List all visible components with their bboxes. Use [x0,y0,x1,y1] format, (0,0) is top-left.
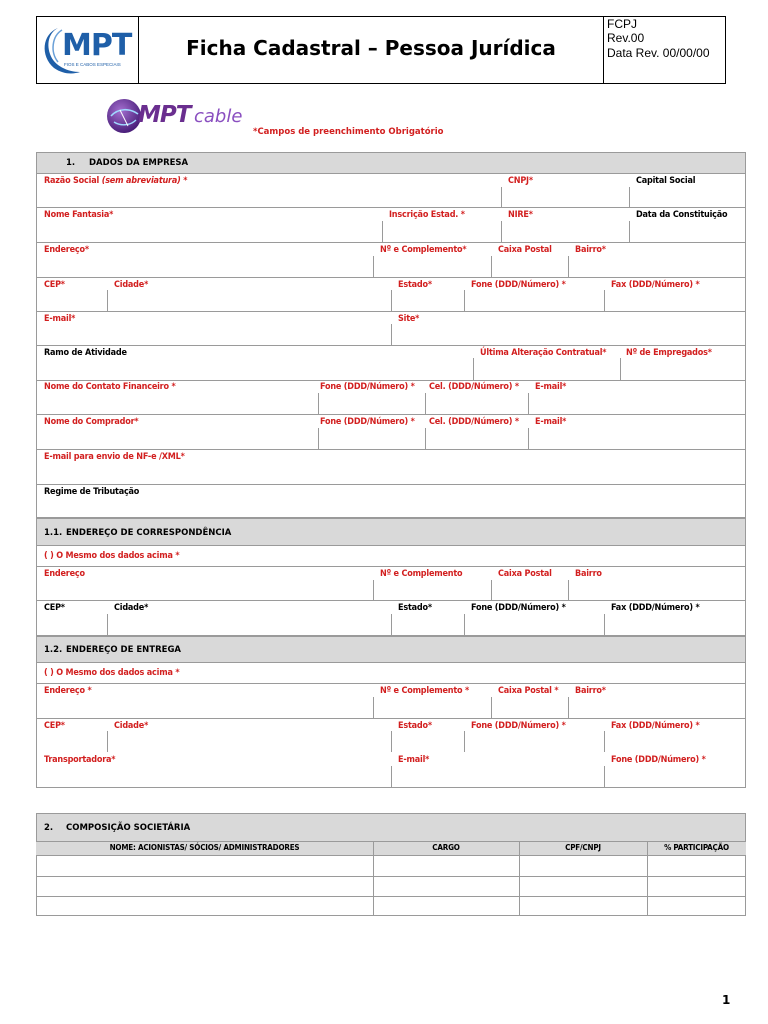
section12-input-email[interactable] [392,766,604,787]
input-caixa-postal[interactable] [492,256,568,277]
section12-label-cidade: Cidade* [114,721,149,731]
doc-rev: Rev.00 [607,31,645,45]
input-endereco[interactable] [37,256,373,277]
section12-label-email: E-mail* [398,755,430,765]
section11-number: 1.1. [44,528,63,538]
input-num-empregados[interactable] [621,358,745,380]
input-estado[interactable] [392,290,464,311]
logo-subtext: FIOS E CABOS ESPECIAIS [64,62,121,67]
section11-label-fax: Fax (DDD/Número) * [611,603,700,613]
input-capital-social[interactable] [630,187,745,207]
input-inscricao-estad[interactable] [383,221,501,242]
label-fone: Fone (DDD/Número) * [471,280,566,290]
section2-number: 2. [44,823,54,833]
input-cel-financeiro[interactable] [426,393,528,414]
input-cnpj[interactable] [502,187,629,207]
label-cnpj: CNPJ* [508,176,533,186]
input-contato-financeiro[interactable] [37,393,318,414]
section12-input-numero[interactable] [374,697,491,718]
section12-label-fone: Fone (DDD/Número) * [471,721,566,731]
input-ramo-atividade[interactable] [37,358,473,380]
brand-mpt: MPT [138,102,191,128]
header-divider-1 [138,16,139,84]
input-ultima-alteracao[interactable] [474,358,620,380]
col-cpf-cnpj: CPF/CNPJ [565,843,601,852]
section11-title: ENDEREÇO DE CORRESPONDÊNCIA [66,528,232,538]
section12-input-cep[interactable] [37,731,107,752]
label-email-comprador: E-mail* [535,417,567,427]
section11-input-estado[interactable] [392,614,464,635]
section12-label-caixa-postal: Caixa Postal * [498,686,559,696]
input-numero-complemento[interactable] [374,256,491,277]
mptcable-logo [106,96,256,136]
col-cargo: CARGO [432,843,460,852]
label-inscricao-estad: Inscrição Estad. * [389,210,465,220]
input-cidade[interactable] [108,290,391,311]
label-numero-complemento: Nº e Complemento* [380,245,467,255]
section12-label-transportadora: Transportadora* [44,755,116,765]
section1-number: 1. [66,158,76,168]
label-caixa-postal: Caixa Postal [498,245,552,255]
section1-title: DADOS DA EMPRESA [89,158,189,168]
section11-input-cep[interactable] [37,614,107,635]
section12-input-fone[interactable] [465,731,604,752]
section12-number: 1.2. [44,645,63,655]
section11-label-numero: Nº e Complemento [380,569,463,579]
label-comprador: Nome do Comprador* [44,417,139,427]
section11-label-bairro: Bairro [575,569,602,579]
section11-input-cidade[interactable] [108,614,391,635]
section12-same-as-above[interactable]: ( ) O Mesmo dos dados acima * [44,668,180,678]
input-regime-tributacao[interactable] [37,498,745,517]
label-ultima-alteracao: Última Alteração Contratual* [480,348,607,358]
input-fone-financeiro[interactable] [319,393,425,414]
label-capital-social: Capital Social [636,176,696,186]
section12-label-endereco: Endereço * [44,686,92,696]
input-site[interactable] [392,324,745,345]
page-title: Ficha Cadastral – Pessoa Jurídica [186,36,556,60]
input-fone[interactable] [465,290,604,311]
col-nome: NOME: ACIONISTAS/ SÓCIOS/ ADMINISTRADORES [109,843,300,852]
label-fone-financeiro: Fone (DDD/Número) * [320,382,415,392]
header-divider-2 [603,16,604,84]
label-data-constituicao: Data da Constituição [636,210,728,220]
section12-input-estado[interactable] [392,731,464,752]
label-nome-fantasia: Nome Fantasia* [44,210,114,220]
logo-text: MPT [62,28,132,63]
label-ramo-atividade: Ramo de Atividade [44,348,127,358]
table-row[interactable] [37,856,745,876]
section12-input-cidade[interactable] [108,731,391,752]
doc-code: FCPJ [607,17,637,31]
section11-same-as-above[interactable]: ( ) O Mesmo dos dados acima * [44,551,180,561]
label-cel-financeiro: Cel. (DDD/Número) * [429,382,519,392]
required-note: *Campos de preenchimento Obrigatório [253,127,444,137]
label-regime-tributacao: Regime de Tributação [44,487,140,497]
table-row[interactable] [37,877,745,896]
input-email-comprador[interactable] [529,428,745,449]
label-cep: CEP* [44,280,65,290]
section12-input-caixa-postal[interactable] [492,697,568,718]
section12-label-estado: Estado* [398,721,432,731]
section12-label-fax: Fax (DDD/Número) * [611,721,700,731]
label-fone-comprador: Fone (DDD/Número) * [320,417,415,427]
section11-input-bairro[interactable] [569,580,745,600]
label-razao-social: Razão Social (sem abreviatura) * [44,176,188,186]
input-data-constituicao[interactable] [630,221,745,242]
company-logo [40,22,136,76]
section11-label-caixa-postal: Caixa Postal [498,569,552,579]
label-site: Site* [398,314,420,324]
section11-input-endereco[interactable] [37,580,373,600]
label-email-nfe: E-mail para envio de NF-e /XML* [44,452,185,462]
section11-label-endereco: Endereço [44,569,85,579]
input-comprador[interactable] [37,428,318,449]
section11-label-estado: Estado* [398,603,432,613]
section12-label-numero: Nº e Complemento * [380,686,470,696]
section12-input-fone2[interactable] [605,766,745,787]
input-fone-comprador[interactable] [319,428,425,449]
input-cel-comprador[interactable] [426,428,528,449]
label-cidade: Cidade* [114,280,149,290]
doc-rev-date: Data Rev. 00/00/00 [607,46,710,60]
input-email-financeiro[interactable] [529,393,745,414]
label-endereco: Endereço* [44,245,89,255]
section12-input-fax[interactable] [605,731,745,752]
section11-input-numero[interactable] [374,580,491,600]
col-participacao: % PARTICIPAÇÃO [664,843,729,852]
label-fax: Fax (DDD/Número) * [611,280,700,290]
section12-input-bairro[interactable] [569,697,745,718]
input-nire[interactable] [502,221,629,242]
label-estado: Estado* [398,280,432,290]
input-fax[interactable] [605,290,745,311]
label-cel-comprador: Cel. (DDD/Número) * [429,417,519,427]
brand-cable: cable [194,106,243,127]
input-cep[interactable] [37,290,107,311]
page-number: 1 [722,993,731,1007]
label-contato-financeiro: Nome do Contato Financeiro * [44,382,176,392]
label-email: E-mail* [44,314,76,324]
input-razao-social[interactable] [37,187,501,207]
input-bairro[interactable] [569,256,745,277]
section11-input-caixa-postal[interactable] [492,580,568,600]
section11-label-cep: CEP* [44,603,65,613]
section12-title: ENDEREÇO DE ENTREGA [66,645,182,655]
section11-input-fone[interactable] [465,614,604,635]
section12-label-cep: CEP* [44,721,65,731]
input-nome-fantasia[interactable] [37,221,382,242]
input-email[interactable] [37,324,391,345]
section12-input-transportadora[interactable] [37,766,391,787]
section12-label-fone2: Fone (DDD/Número) * [611,755,706,765]
section12-label-bairro: Bairro* [575,686,606,696]
section12-input-endereco[interactable] [37,697,373,718]
input-email-nfe[interactable] [37,462,745,484]
section11-label-cidade: Cidade* [114,603,149,613]
table-row[interactable] [37,897,745,915]
label-num-empregados: Nº de Empregados* [626,348,712,358]
section11-label-fone: Fone (DDD/Número) * [471,603,566,613]
section2-title: COMPOSIÇÃO SOCIETÁRIA [66,823,191,833]
label-nire: NIRE* [508,210,533,220]
section11-input-fax[interactable] [605,614,745,635]
label-email-financeiro: E-mail* [535,382,567,392]
label-bairro: Bairro* [575,245,606,255]
